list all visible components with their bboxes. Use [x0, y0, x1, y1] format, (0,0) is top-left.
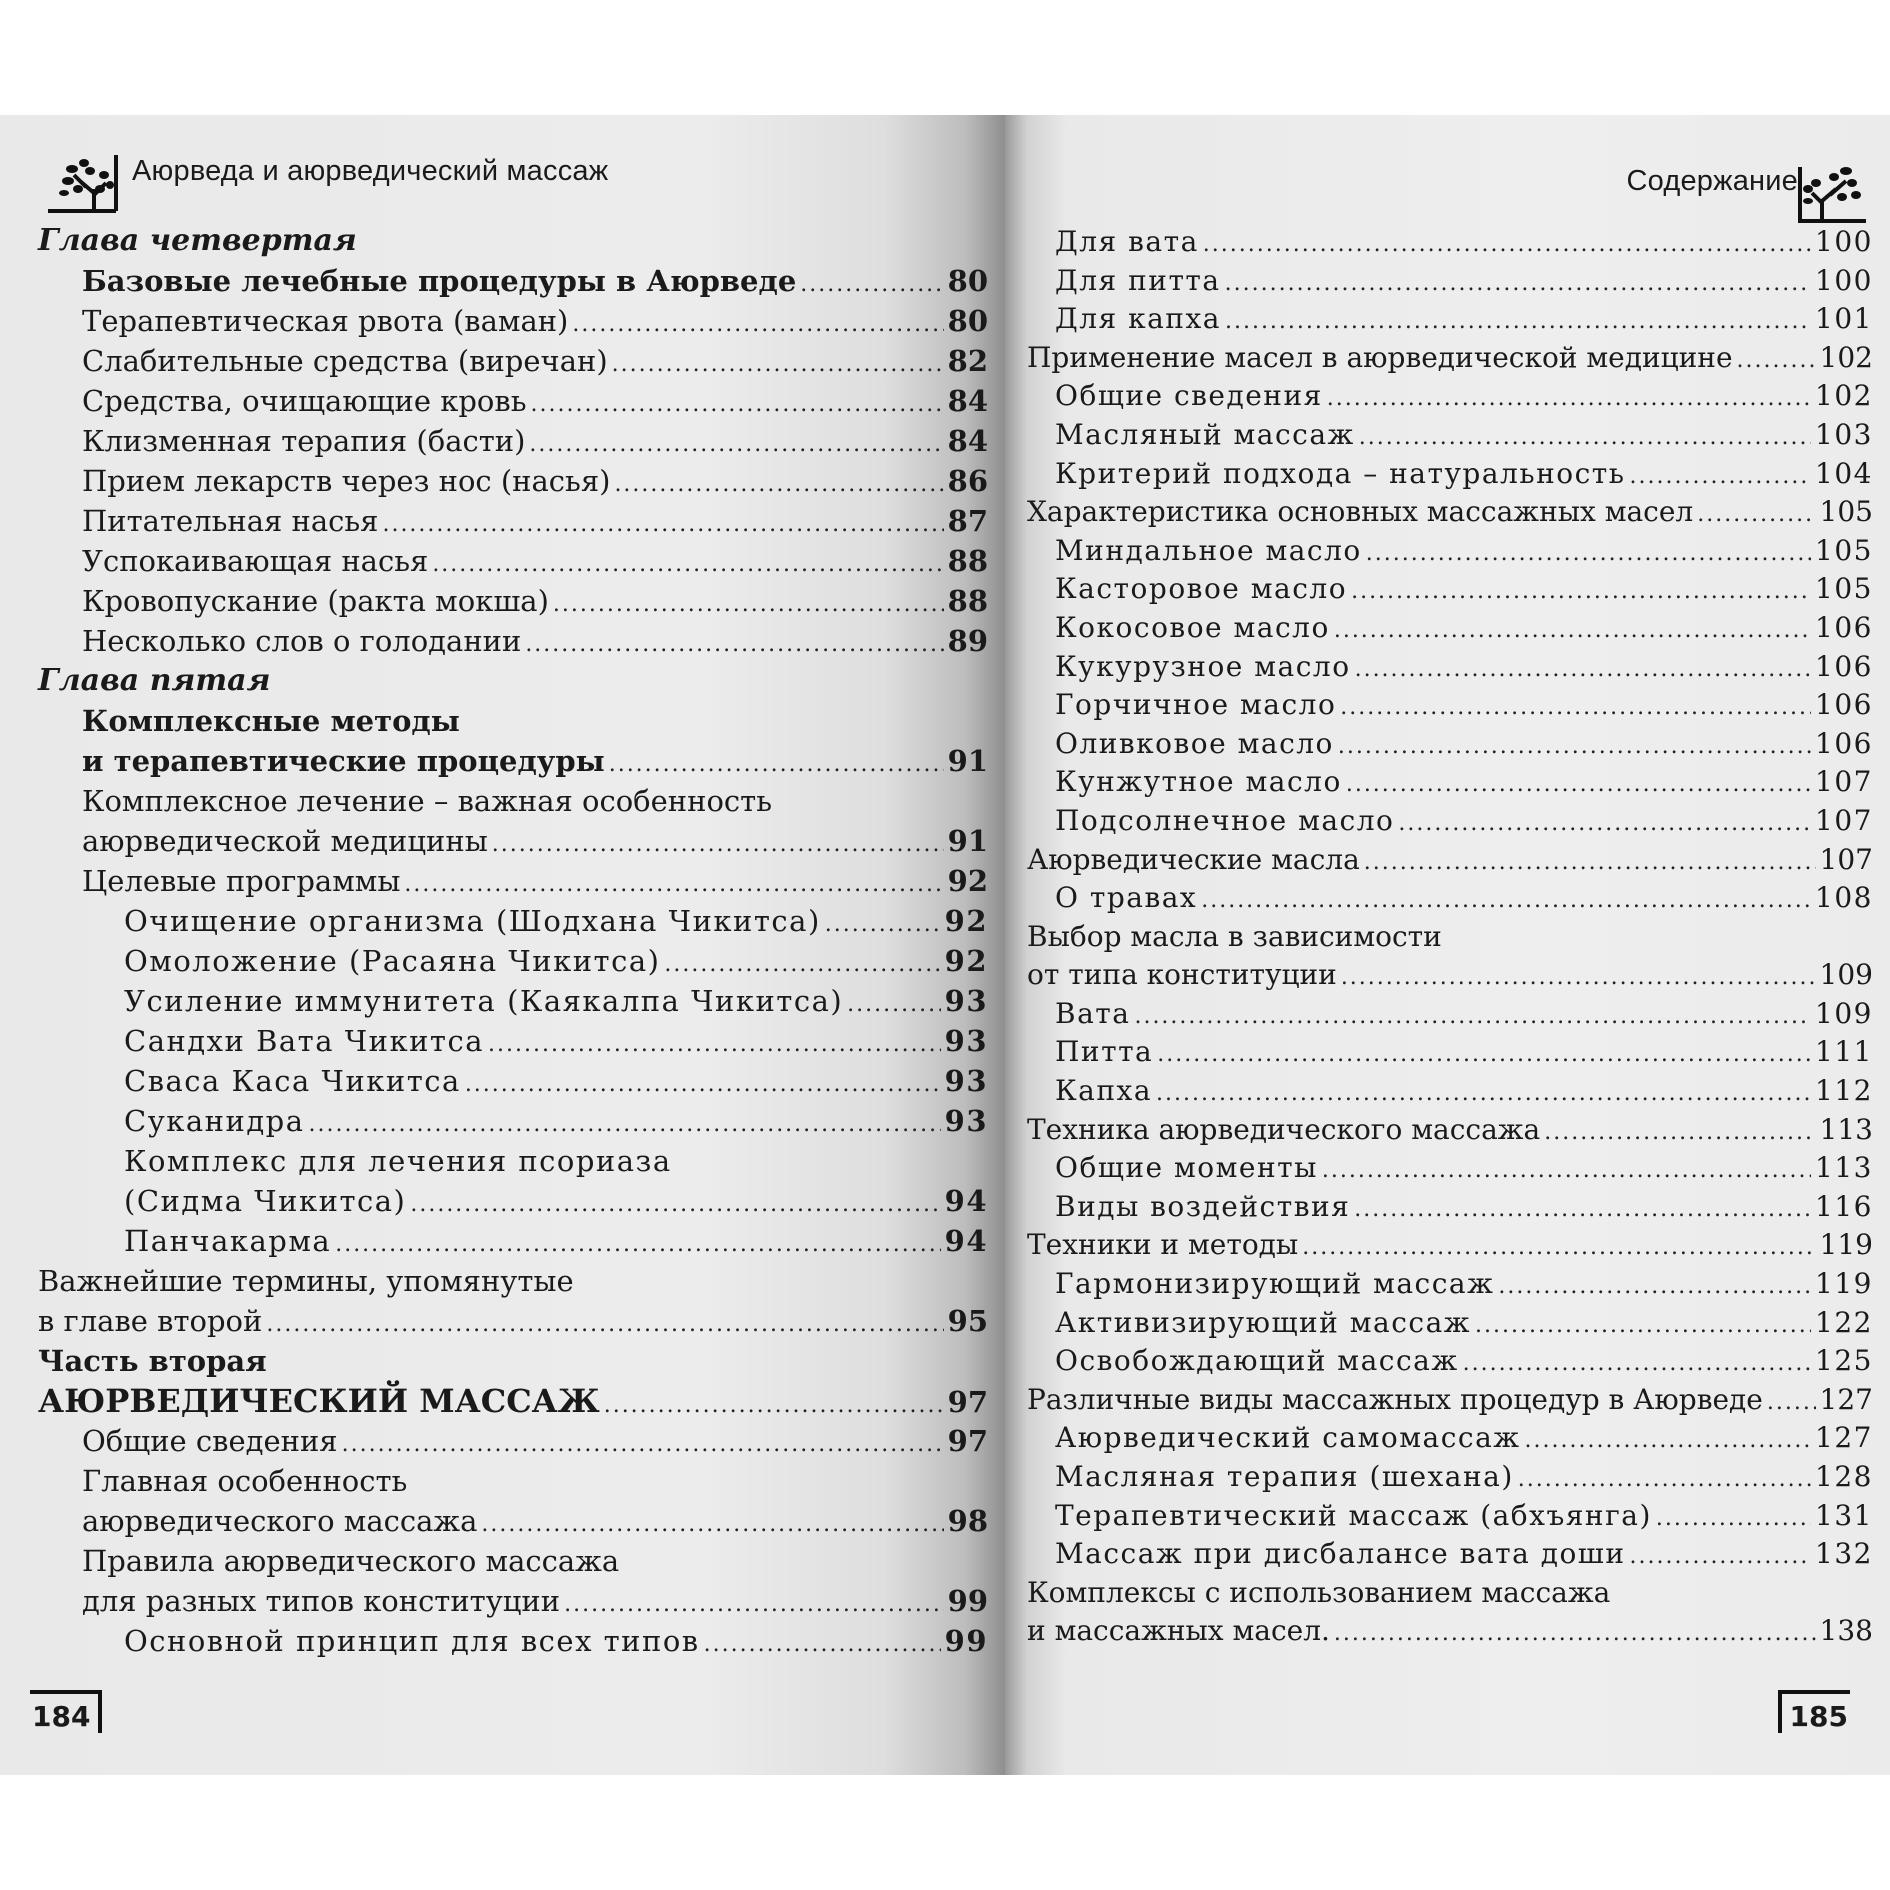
toc-entry [1027, 725, 1873, 764]
toc-entry-page: 87 [947, 504, 988, 538]
toc-entry-title: Общие сведения [1055, 379, 1323, 413]
toc-entry-page: 82 [947, 344, 988, 378]
toc-entry-page: 125 [1815, 1344, 1873, 1378]
toc-entry-title: Очищение организма (Шодхана Чикитса) [124, 904, 821, 938]
dot-leader [847, 985, 940, 1025]
toc-entry [1027, 1188, 1873, 1227]
toc-entry [1027, 686, 1873, 725]
toc-entry-page: 88 [947, 544, 988, 578]
toc-entry-title: Капха [1055, 1074, 1153, 1108]
toc-entry-title: Для капха [1055, 302, 1221, 336]
toc-entry-title: Правила аюрведического массажа [82, 1544, 620, 1578]
toc-entry [1027, 1419, 1873, 1458]
dot-leader [664, 945, 940, 985]
dot-leader [1341, 959, 1816, 998]
toc-entry-title: от типа конституции [1027, 958, 1337, 992]
toc-entry-title: и массажных масел. [1027, 1614, 1330, 1648]
book-spread [0, 115, 1890, 1775]
toc-entry-title: аюрведического массажа [82, 1504, 478, 1538]
toc-entry [1027, 918, 1873, 957]
toc-entry [38, 461, 988, 501]
toc-entry-page: 116 [1815, 1189, 1873, 1223]
dot-leader [529, 425, 943, 465]
toc-entry [1027, 1265, 1873, 1304]
toc-entry [38, 1581, 988, 1621]
running-head: Аюрведа и аюрведический массаж [132, 155, 609, 187]
toc-entry-title: Суканидра [124, 1104, 305, 1138]
toc-entry [1027, 1226, 1873, 1265]
toc-entry-page: 113 [1815, 1151, 1873, 1185]
toc-entry-title: Касторовое масло [1055, 572, 1348, 606]
dot-leader [465, 1065, 941, 1105]
dot-leader [309, 1105, 941, 1145]
toc-entry [1027, 1111, 1873, 1150]
toc-entry [1027, 1381, 1873, 1420]
toc-entry-title: Комплексные методы [82, 704, 460, 738]
toc-entry [1027, 493, 1873, 532]
toc-entry [38, 901, 988, 941]
toc-entry-title: Миндальное масло [1055, 533, 1362, 567]
toc-entry-title: Выбор масла в зависимости [1027, 919, 1442, 953]
toc-entry [1027, 339, 1873, 378]
dot-leader [1322, 1152, 1811, 1191]
toc-entry-title: Сандхи Вата Чикитса [124, 1024, 484, 1058]
toc-entry-title: Комплекс для лечения псориаза [124, 1144, 672, 1178]
toc-entry-page: 105 [1815, 572, 1873, 606]
toc-entry [38, 341, 988, 381]
toc-entry-title: Терапевтическая рвота (ваман) [82, 304, 569, 338]
dot-leader [488, 1025, 941, 1065]
toc-entry-page: 91 [947, 744, 988, 778]
dot-leader [1398, 805, 1811, 844]
toc-entry [38, 741, 988, 781]
dot-leader [382, 505, 943, 545]
toc-entry-page: 80 [947, 264, 988, 298]
toc-entry-page: 127 [1819, 1382, 1873, 1416]
dot-leader [525, 625, 943, 665]
dot-leader [1630, 1538, 1812, 1577]
dot-leader [1340, 689, 1811, 728]
dot-leader [1338, 728, 1811, 767]
dot-leader [1355, 651, 1811, 690]
toc-entry-page: 92 [944, 944, 988, 978]
toc-entry-page: 132 [1815, 1537, 1873, 1571]
toc-entry [38, 1421, 988, 1461]
chapter-heading [38, 661, 988, 701]
dot-leader [1302, 1229, 1815, 1268]
toc-entry-page: 107 [1815, 803, 1873, 837]
toc-entry-title: Вата [1055, 996, 1131, 1030]
toc-entry-title: Масляная терапия (шехана) [1055, 1460, 1514, 1493]
toc-entry-title: Применение масел в аюрведической медицине [1027, 340, 1733, 374]
toc-entry-page: 97 [947, 1424, 988, 1458]
toc-entry [1027, 1535, 1873, 1574]
dot-leader [1463, 1345, 1811, 1384]
toc-entry-title: Базовые лечебные процедуры в Аюрведе [82, 264, 797, 298]
tree-icon [1794, 163, 1872, 227]
toc-entry [1027, 1149, 1873, 1188]
toc-entry [1027, 609, 1873, 648]
toc-entry-page: 131 [1815, 1498, 1873, 1532]
toc-entry-title: АЮРВЕДИЧЕСКИЙ МАССАЖ [38, 1382, 600, 1420]
toc-entry-title: Успокаивающая насья [82, 544, 429, 578]
toc-entry-page: 86 [947, 464, 988, 498]
toc-entry [1027, 532, 1873, 571]
toc-entry-title: Массаж при дисбалансе вата доши [1055, 1537, 1626, 1571]
toc-entry [38, 1341, 988, 1381]
toc-entry-page: 102 [1815, 379, 1873, 413]
dot-leader [1525, 1422, 1812, 1461]
dot-leader [1737, 342, 1816, 381]
toc-entry [38, 1261, 988, 1301]
dot-leader [1366, 535, 1811, 574]
dot-leader [1201, 882, 1811, 921]
toc-entry [38, 541, 988, 581]
dot-leader [604, 1386, 944, 1426]
dot-leader [1544, 1114, 1815, 1153]
toc-entry [38, 1501, 988, 1541]
toc-entry-title: Целевые программы [82, 864, 401, 898]
toc-entry [1027, 223, 1873, 262]
toc-entry [38, 1101, 988, 1141]
toc-entry [38, 1061, 988, 1101]
dot-leader [1656, 1500, 1811, 1539]
toc-entry [1027, 879, 1873, 918]
dot-leader [1518, 1461, 1811, 1500]
toc-entry [38, 1141, 988, 1181]
toc-entry-title: Питта [1055, 1035, 1154, 1069]
right-page [1005, 115, 1890, 1775]
toc-entry-title: О травах [1055, 881, 1198, 915]
toc-entry-title: Техники и методы [1027, 1228, 1299, 1262]
toc-entry-title: и терапевтические процедуры [82, 744, 605, 778]
toc-entry-page: 103 [1815, 417, 1873, 451]
toc-entry-page: 94 [944, 1184, 988, 1218]
toc-entry [1027, 570, 1873, 609]
toc-right [1027, 223, 1873, 1651]
toc-entry-title: Важнейшие термины, упомянутые [38, 1264, 574, 1298]
running-head: Содержание [1626, 165, 1798, 197]
toc-entry-title: Сваса Каса Чикитса [124, 1064, 461, 1098]
toc-entry [38, 941, 988, 981]
toc-entry-title: Характеристика основных массажных масел [1027, 495, 1694, 529]
toc-entry-page: 127 [1815, 1421, 1873, 1455]
toc-entry-title: Питательная насья [82, 504, 379, 538]
toc-entry-title: Слабительные средства (виречан) [82, 344, 608, 378]
dot-leader [609, 745, 944, 785]
toc-entry-title: Панчакарма [124, 1224, 332, 1258]
toc-entry [38, 701, 988, 741]
dot-leader [1203, 226, 1811, 265]
toc-entry-page: 93 [944, 984, 988, 1018]
toc-entry-title: аюрведической медицины [82, 824, 488, 858]
dot-leader [481, 1505, 943, 1545]
tree-icon [44, 153, 122, 217]
toc-entry [38, 1301, 988, 1341]
toc-entry [38, 1181, 988, 1221]
toc-entry-title: (Сидма Чикитса) [124, 1184, 407, 1218]
toc-entry-title: Горчичное масло [1055, 688, 1337, 722]
page-number: 184 [30, 1690, 102, 1733]
toc-entry [38, 1541, 988, 1581]
toc-entry-page: 88 [947, 584, 988, 618]
toc-entry [1027, 262, 1873, 301]
toc-entry-page: 94 [944, 1224, 988, 1258]
page-number: 185 [1778, 1690, 1850, 1733]
toc-entry-page: 92 [944, 904, 988, 938]
dot-leader [572, 305, 943, 345]
toc-entry-page: 107 [1815, 765, 1873, 799]
dot-leader [825, 905, 941, 945]
toc-entry-title: Комплексы с использованием массажа [1027, 1575, 1611, 1609]
dot-leader [564, 1585, 944, 1625]
toc-entry [1027, 1612, 1873, 1651]
toc-entry-title: Техника аюрведического массажа [1027, 1112, 1541, 1146]
dot-leader [1475, 1307, 1811, 1346]
toc-entry [1027, 1342, 1873, 1381]
toc-entry-page: 105 [1815, 533, 1873, 567]
toc-entry-title: Гармонизирующий массаж [1055, 1267, 1495, 1301]
dot-leader [1630, 458, 1812, 497]
toc-entry-page: 128 [1815, 1460, 1873, 1493]
toc-entry-page: 106 [1815, 726, 1873, 760]
dot-leader [1346, 766, 1811, 805]
toc-entry-page: 109 [1815, 996, 1873, 1030]
toc-entry-page: 98 [947, 1504, 988, 1538]
toc-entry [38, 381, 988, 421]
toc-entry-title: для разных типов конституции [82, 1584, 561, 1618]
dot-leader [553, 585, 944, 625]
toc-entry-title: в главе второй [38, 1304, 263, 1338]
toc-entry-title: Оливковое масло [1055, 726, 1334, 760]
toc-entry [1027, 956, 1873, 995]
toc-entry-title: Общие моменты [1055, 1151, 1318, 1185]
toc-entry [38, 301, 988, 341]
toc-entry-page: 119 [1815, 1267, 1873, 1301]
toc-entry [1027, 1497, 1873, 1536]
toc-entry [1027, 1574, 1873, 1613]
dot-leader [1134, 998, 1811, 1037]
toc-entry-page: 122 [1815, 1305, 1873, 1339]
toc-entry-page: 105 [1819, 495, 1873, 529]
toc-entry-title: Часть вторая [38, 1344, 267, 1378]
toc-entry [38, 261, 988, 301]
dot-leader [1334, 1615, 1816, 1654]
dot-leader [492, 825, 944, 865]
toc-entry-page: 93 [944, 1104, 988, 1138]
toc-entry [1027, 1304, 1873, 1343]
dot-leader [266, 1305, 943, 1345]
dot-leader [1697, 496, 1815, 535]
dot-leader [1364, 844, 1816, 883]
toc-entry-title: Аюрведические масла [1027, 842, 1360, 876]
toc-entry [1027, 763, 1873, 802]
left-page [0, 115, 1005, 1775]
toc-entry [1027, 1072, 1873, 1111]
toc-entry-page: 108 [1815, 881, 1873, 915]
toc-entry [38, 421, 988, 461]
toc-entry-title: Главная особенность [82, 1464, 408, 1498]
toc-entry-page: 109 [1819, 958, 1873, 992]
toc-entry [38, 1221, 988, 1261]
toc-entry [1027, 1033, 1873, 1072]
toc-entry-title: Общие сведения [82, 1424, 338, 1458]
toc-entry [38, 501, 988, 541]
dot-leader [704, 1625, 941, 1665]
toc-entry-page: 104 [1815, 456, 1873, 490]
toc-entry-page: 101 [1815, 302, 1873, 336]
toc-entry-page: 89 [947, 624, 988, 658]
toc-entry-title: Масляный массаж [1055, 417, 1355, 451]
toc-entry-title: Различные виды массажных процедур в Аюрведе [1027, 1382, 1763, 1416]
toc-entry [1027, 802, 1873, 841]
toc-entry [38, 1021, 988, 1061]
toc-entry [38, 1621, 988, 1661]
toc-entry-page: 93 [944, 1064, 988, 1098]
dot-leader [1157, 1036, 1811, 1075]
toc-entry-page: 95 [947, 1304, 988, 1338]
toc-entry-page: 93 [944, 1024, 988, 1058]
toc-entry [38, 781, 988, 821]
toc-left [38, 221, 988, 1661]
toc-entry-page: 99 [947, 1584, 988, 1618]
toc-entry-title: Терапевтический массаж (абхъянга) [1055, 1498, 1652, 1532]
toc-entry [38, 861, 988, 901]
dot-leader [800, 265, 943, 305]
dot-leader [1354, 1191, 1811, 1230]
toc-entry-title: Средства, очищающие кровь [82, 384, 527, 418]
toc-entry-title: Омоложение (Расаяна Чикитса) [124, 944, 661, 978]
toc-entry-page: 84 [947, 424, 988, 458]
toc-entry-title: Кокосовое масло [1055, 610, 1330, 644]
dot-leader [404, 865, 943, 905]
toc-entry-page: 119 [1819, 1228, 1873, 1262]
toc-entry-title: Усиление иммунитета (Каякалпа Чикитса) [124, 984, 844, 1018]
toc-entry-title: Освобождающий массаж [1055, 1344, 1459, 1378]
toc-entry-title: Несколько слов о голодании [82, 624, 522, 658]
toc-entry-title: Глава четвертая [38, 223, 357, 258]
toc-entry-page: 100 [1815, 225, 1873, 258]
toc-entry-page: 106 [1815, 688, 1873, 722]
toc-entry-title: Виды воздействия [1055, 1189, 1351, 1223]
dot-leader [1498, 1268, 1811, 1307]
dot-leader [612, 345, 944, 385]
toc-entry-title: Для питта [1055, 263, 1221, 297]
toc-entry [1027, 377, 1873, 416]
dot-leader [410, 1185, 940, 1225]
toc-entry-page: 113 [1819, 1112, 1873, 1146]
toc-entry [1027, 300, 1873, 339]
dot-leader [1351, 573, 1811, 612]
dot-leader [1225, 303, 1811, 342]
dot-leader [1327, 380, 1811, 419]
toc-entry-page: 84 [947, 384, 988, 418]
toc-entry-title: Кровопускание (ракта мокша) [82, 584, 549, 618]
toc-entry-title: Клизменная терапия (басти) [82, 424, 526, 458]
toc-entry [38, 1381, 988, 1421]
toc-entry-page: 92 [947, 864, 988, 898]
toc-entry-title: Активизирующий массаж [1055, 1305, 1472, 1339]
dot-leader [432, 545, 943, 585]
toc-entry-page: 106 [1815, 610, 1873, 644]
toc-entry-page: 106 [1815, 649, 1873, 683]
chapter-heading [38, 221, 988, 261]
toc-entry-title: Глава пятая [38, 663, 271, 698]
toc-entry-title: Прием лекарств через нос (насья) [82, 464, 611, 498]
toc-entry-title: Кукурузное масло [1055, 649, 1351, 683]
toc-entry-page: 80 [947, 304, 988, 338]
toc-entry-page: 138 [1819, 1614, 1873, 1648]
toc-entry [38, 1461, 988, 1501]
toc-entry [38, 581, 988, 621]
toc-entry-page: 107 [1819, 842, 1873, 876]
dot-leader [1156, 1075, 1811, 1114]
toc-entry [1027, 995, 1873, 1034]
toc-entry [1027, 648, 1873, 687]
toc-entry-title: Для вата [1055, 225, 1199, 258]
dot-leader [335, 1225, 940, 1265]
dot-leader [531, 385, 944, 425]
toc-entry [38, 981, 988, 1021]
toc-entry-page: 91 [947, 824, 988, 858]
toc-entry [1027, 416, 1873, 455]
toc-entry-title: Аюрведический самомассаж [1055, 1421, 1521, 1455]
toc-entry-page: 112 [1815, 1074, 1873, 1108]
dot-leader [614, 465, 943, 505]
toc-entry-title: Критерий подхода – натуральность [1055, 456, 1626, 490]
toc-entry [38, 821, 988, 861]
toc-entry-page: 111 [1815, 1035, 1873, 1069]
dot-leader [342, 1425, 944, 1465]
toc-entry [1027, 841, 1873, 880]
toc-entry-page: 102 [1819, 340, 1873, 374]
toc-entry-title: Подсолнечное масло [1055, 803, 1395, 837]
toc-entry-page: 100 [1815, 263, 1873, 297]
toc-entry-title: Комплексное лечение – важная особенность [82, 784, 772, 818]
toc-entry [1027, 1458, 1873, 1497]
dot-leader [1767, 1384, 1816, 1423]
dot-leader [1334, 612, 1811, 651]
dot-leader [1359, 419, 1811, 458]
toc-entry [38, 621, 988, 661]
toc-entry-title: Кунжутное масло [1055, 765, 1342, 799]
toc-entry-page: 97 [947, 1385, 988, 1419]
toc-entry [1027, 455, 1873, 494]
dot-leader [1225, 265, 1811, 304]
toc-entry-title: Основной принцип для всех типов [124, 1624, 700, 1658]
toc-entry-page: 99 [944, 1624, 988, 1658]
